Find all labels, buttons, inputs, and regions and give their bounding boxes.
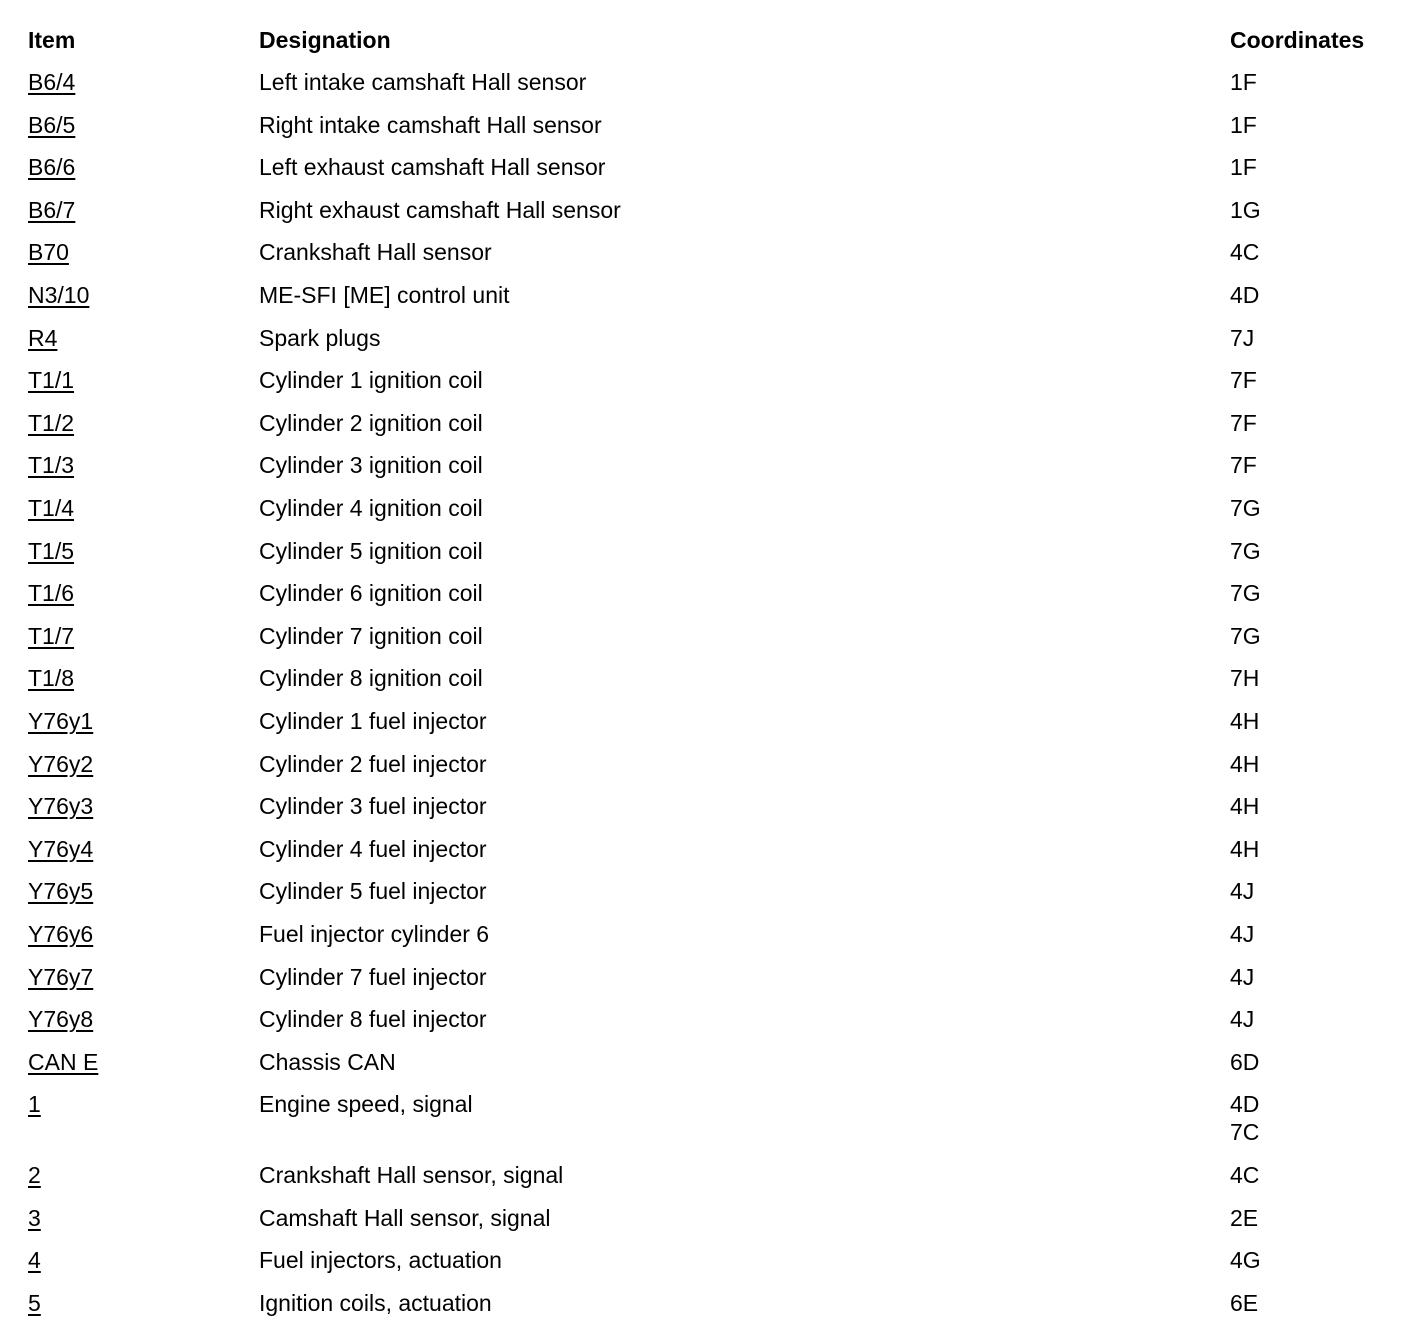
item-link[interactable]: Y76y2 xyxy=(28,750,94,777)
coordinate-value: 4D xyxy=(1230,282,1260,308)
coordinates-cell xyxy=(1230,1289,1258,1317)
coordinates-cell xyxy=(1230,707,1259,735)
designation-text: Crankshaft Hall sensor xyxy=(259,239,492,266)
designation-text: Spark plugs xyxy=(259,324,381,351)
item-link[interactable]: Y76y4 xyxy=(28,835,94,862)
coordinates-cell xyxy=(1230,1090,1259,1146)
coordinates-cell xyxy=(1230,664,1259,692)
coordinates-cell xyxy=(1230,68,1257,96)
coordinates-cell xyxy=(1230,877,1254,905)
designation-text: Crankshaft Hall sensor, signal xyxy=(259,1162,564,1188)
coordinates-cell xyxy=(1230,750,1259,778)
designation-text: Cylinder 1 fuel injector xyxy=(259,708,487,734)
designation-text: Cylinder 4 fuel injector xyxy=(259,835,487,862)
coordinate-value: 4J xyxy=(1230,1006,1255,1033)
coordinates-cell xyxy=(1230,537,1261,565)
designation-text: Cylinder 3 fuel injector xyxy=(259,793,487,820)
designation-text: Cylinder 7 fuel injector xyxy=(259,963,487,990)
coordinate-value: 1F xyxy=(1230,154,1257,181)
designation-text: Fuel injectors, actuation xyxy=(259,1247,502,1274)
coordinate-value: 4J xyxy=(1230,878,1255,905)
item-link[interactable]: T1/2 xyxy=(28,409,75,436)
designation-text: Left exhaust camshaft Hall sensor xyxy=(259,154,606,181)
designation-text: Engine speed, signal xyxy=(259,1091,473,1118)
designation-text: Cylinder 8 fuel injector xyxy=(259,1006,487,1033)
designation-text: Cylinder 6 ignition coil xyxy=(259,580,483,607)
designation-text: ME-SFI [ME] control unit xyxy=(259,282,510,308)
coordinates-cell xyxy=(1230,196,1261,224)
coordinate-value: 7F xyxy=(1230,452,1257,479)
designation-text: Camshaft Hall sensor, signal xyxy=(259,1204,551,1231)
coordinates-cell xyxy=(1230,281,1259,309)
designation-text: Cylinder 2 fuel injector xyxy=(259,750,487,777)
coordinates-cell xyxy=(1230,920,1254,948)
coordinate-value: 7G xyxy=(1230,537,1261,564)
coordinates-cell xyxy=(1230,324,1254,352)
coordinates-cell xyxy=(1230,494,1261,522)
designation-text: Chassis CAN xyxy=(259,1048,396,1075)
designation-text: Cylinder 8 ignition coil xyxy=(259,665,483,692)
item-link[interactable]: 3 xyxy=(28,1204,41,1231)
coordinate-value: 4J xyxy=(1230,921,1255,947)
coordinate-value: 7G xyxy=(1230,495,1261,521)
coordinates-cell xyxy=(1230,111,1257,139)
header-designation: Designation xyxy=(259,27,391,53)
coordinate-value: 1F xyxy=(1230,111,1257,138)
designation-text: Fuel injector cylinder 6 xyxy=(259,921,490,947)
coordinates-cell xyxy=(1230,1005,1254,1033)
coordinate-value: 7J xyxy=(1230,324,1255,351)
designation-text: Cylinder 7 ignition coil xyxy=(259,622,483,649)
item-link[interactable]: B70 xyxy=(28,239,69,266)
designation-text: Cylinder 5 fuel injector xyxy=(259,878,487,905)
item-link[interactable]: Y76y8 xyxy=(28,1006,94,1033)
designation-text: Cylinder 5 ignition coil xyxy=(259,537,483,564)
item-link[interactable]: T1/8 xyxy=(28,665,75,692)
item-link[interactable]: Y76y5 xyxy=(28,878,94,905)
coordinate-value: 4D xyxy=(1230,1091,1260,1118)
coordinate-value: 4H xyxy=(1230,835,1260,862)
designation-text: Cylinder 1 ignition coil xyxy=(259,367,483,394)
designation-text: Cylinder 4 ignition coil xyxy=(259,495,483,521)
coordinate-value: 7H xyxy=(1230,665,1260,692)
coordinates-cell xyxy=(1230,366,1257,394)
coordinate-value: 4G xyxy=(1230,1247,1261,1274)
item-link[interactable]: T1/1 xyxy=(28,367,75,394)
coordinates-cell xyxy=(1230,963,1254,991)
coordinate-value: 4H xyxy=(1230,708,1260,734)
coordinates-cell xyxy=(1230,792,1259,820)
coordinate-value: 2E xyxy=(1230,1204,1259,1231)
coordinates-cell xyxy=(1230,409,1257,437)
item-link[interactable]: Y76y3 xyxy=(28,793,94,820)
coordinates-cell xyxy=(1230,1048,1259,1076)
item-link[interactable]: T1/4 xyxy=(28,495,75,521)
coordinate-value: 7F xyxy=(1230,367,1257,394)
header-coordinates: Coordinates xyxy=(1230,27,1365,53)
item-link[interactable]: 4 xyxy=(28,1247,41,1274)
coordinates-cell xyxy=(1230,153,1257,181)
item-link[interactable]: Y76y6 xyxy=(28,921,94,947)
item-link[interactable]: B6/4 xyxy=(28,69,76,95)
item-link[interactable]: T1/3 xyxy=(28,452,75,479)
coordinate-value: 7G xyxy=(1230,580,1261,607)
item-link[interactable]: 5 xyxy=(28,1289,41,1316)
coordinate-value: 6D xyxy=(1230,1048,1260,1075)
item-link[interactable]: 1 xyxy=(28,1091,41,1118)
designation-text: Right intake camshaft Hall sensor xyxy=(259,111,602,138)
item-link[interactable]: T1/7 xyxy=(28,622,75,649)
header-item: Item xyxy=(28,27,76,53)
item-link[interactable]: 2 xyxy=(28,1162,41,1188)
coordinate-value: 1F xyxy=(1230,69,1257,95)
item-link[interactable]: B6/7 xyxy=(28,196,76,223)
coordinates-cell xyxy=(1230,1161,1259,1189)
designation-text: Cylinder 2 ignition coil xyxy=(259,409,483,436)
coordinate-value: 4C xyxy=(1230,239,1260,266)
item-link[interactable]: N3/10 xyxy=(28,282,90,308)
coordinate-value: 7F xyxy=(1230,409,1257,436)
coordinates-cell xyxy=(1230,238,1259,266)
coordinate-value: 4H xyxy=(1230,793,1260,820)
coordinate-value: 6E xyxy=(1230,1289,1259,1316)
coordinates-cell xyxy=(1230,579,1261,607)
coordinates-cell xyxy=(1230,622,1261,650)
designation-text: Cylinder 3 ignition coil xyxy=(259,452,483,479)
item-link[interactable]: B6/5 xyxy=(28,111,76,138)
coordinate-value: 4C xyxy=(1230,1162,1260,1188)
coordinate-value: 4H xyxy=(1230,750,1260,777)
item-link[interactable]: Y76y1 xyxy=(28,708,94,734)
item-link[interactable]: B6/6 xyxy=(28,154,76,181)
item-link[interactable]: T1/6 xyxy=(28,580,75,607)
designation-text: Ignition coils, actuation xyxy=(259,1289,492,1316)
coordinate-value: 4J xyxy=(1230,963,1255,990)
coordinates-cell xyxy=(1230,451,1257,479)
designation-text: Left intake camshaft Hall sensor xyxy=(259,69,587,95)
coordinates-cell xyxy=(1230,835,1259,863)
coordinates-cell xyxy=(1230,1204,1258,1232)
item-link[interactable]: CAN E xyxy=(28,1048,99,1075)
item-link[interactable]: T1/5 xyxy=(28,537,75,564)
designation-text: Right exhaust camshaft Hall sensor xyxy=(259,196,621,223)
coordinate-value: 7G xyxy=(1230,622,1261,649)
coordinate-value: 1G xyxy=(1230,196,1261,223)
item-link[interactable]: R4 xyxy=(28,324,58,351)
item-link[interactable]: Y76y7 xyxy=(28,963,94,990)
coordinates-cell xyxy=(1230,1246,1261,1274)
coordinate-value: 7C xyxy=(1230,1119,1260,1146)
